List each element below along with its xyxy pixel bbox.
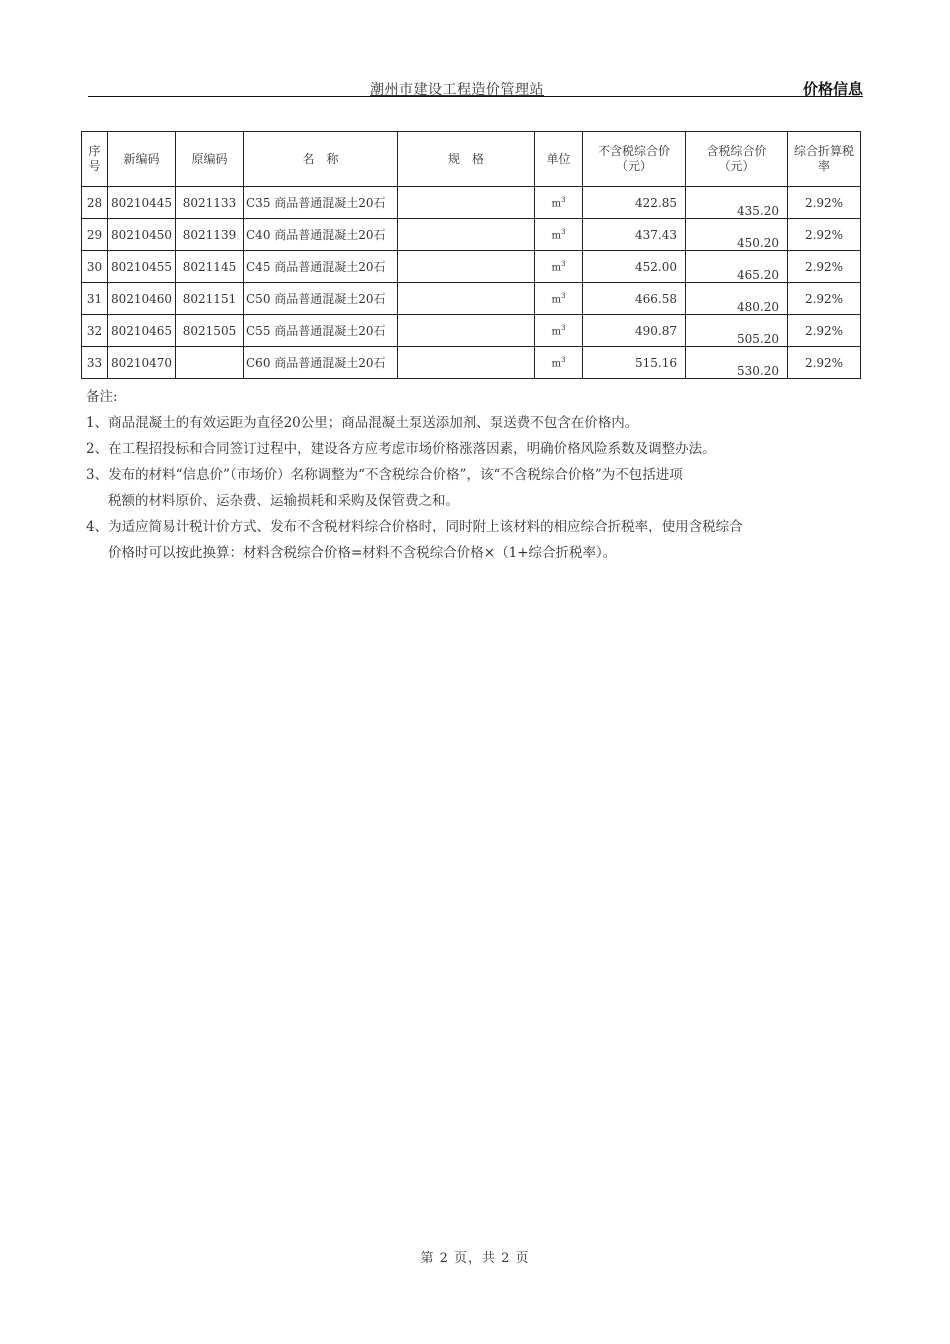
cell-unit: $m^3$ — [535, 283, 583, 315]
col-header-new-code: 新编码 — [108, 132, 176, 187]
cell-new-code: 80210460 — [108, 283, 176, 315]
cell-tax-rate: 2.92% — [788, 347, 861, 379]
page-header — [88, 78, 863, 97]
cell-new-code: 80210450 — [108, 219, 176, 251]
cell-tax-rate: 2.92% — [788, 187, 861, 219]
cell-seq: 33 — [82, 347, 108, 379]
table-row — [82, 315, 861, 347]
note-item-4-cont: 价格时可以按此换算：材料含税综合价格=材料不含税综合价格×（1+综合折税率）。 — [108, 545, 617, 561]
cell-unit: $m^3$ — [535, 315, 583, 347]
cell-tax-rate: 2.92% — [788, 219, 861, 251]
cell-price-excl-tax: 452.00 — [583, 251, 686, 283]
table-row — [82, 251, 861, 283]
cell-seq: 32 — [82, 315, 108, 347]
cell-spec — [398, 187, 535, 219]
cell-new-code: 80210465 — [108, 315, 176, 347]
cell-seq: 29 — [82, 219, 108, 251]
document-title: 价格信息 — [802, 80, 863, 98]
cell-name: C55 商品普通混凝土20石 — [244, 315, 398, 347]
cell-spec — [398, 251, 535, 283]
cell-price-excl-tax: 515.16 — [583, 347, 686, 379]
cell-price-excl-tax: 437.43 — [583, 219, 686, 251]
cell-price-incl-tax: 450.20 — [686, 219, 788, 251]
col-header-spec: 规 格 — [398, 132, 535, 187]
cell-seq: 28 — [82, 187, 108, 219]
cell-old-code: 8021133 — [176, 187, 244, 219]
cell-unit: $m^3$ — [535, 219, 583, 251]
cell-old-code: 8021151 — [176, 283, 244, 315]
col-header-tax-rate: 综合折算税 率 — [788, 132, 861, 187]
cell-price-excl-tax: 422.85 — [583, 187, 686, 219]
col-header-price-incl-tax: 含税综合价 （元） — [686, 132, 788, 187]
note-item-2: 2、在工程招投标和合同签订过程中，建设各方应考虑市场价格涨落因素，明确价格风险系数及调整办法。 — [86, 441, 716, 457]
notes-heading: 备注: — [86, 389, 118, 405]
cell-old-code: 8021145 — [176, 251, 244, 283]
cell-price-incl-tax: 465.20 — [686, 251, 788, 283]
cell-price-excl-tax: 490.87 — [583, 315, 686, 347]
table-row — [82, 219, 861, 251]
table-header-row — [82, 132, 861, 187]
cell-name: C45 商品普通混凝土20石 — [244, 251, 398, 283]
cell-price-incl-tax: 480.20 — [686, 283, 788, 315]
cell-spec — [398, 347, 535, 379]
col-header-seq: 序 号 — [82, 132, 108, 187]
cell-price-incl-tax: 530.20 — [686, 347, 788, 379]
page-number: 第 2 页，共 2 页 — [420, 1251, 530, 1266]
cell-price-incl-tax: 505.20 — [686, 315, 788, 347]
cell-tax-rate: 2.92% — [788, 283, 861, 315]
cell-unit: $m^3$ — [535, 347, 583, 379]
cell-tax-rate: 2.92% — [788, 251, 861, 283]
col-header-name: 名 称 — [244, 132, 398, 187]
organization-name: 潮州市建设工程造价管理站 — [370, 82, 544, 98]
cell-name: C35 商品普通混凝土20石 — [244, 187, 398, 219]
col-header-unit: 单位 — [535, 132, 583, 187]
cell-old-code: 8021139 — [176, 219, 244, 251]
cell-name: C40 商品普通混凝土20石 — [244, 219, 398, 251]
cell-new-code: 80210445 — [108, 187, 176, 219]
note-item-4: 4、为适应简易计税计价方式、发布不含税材料综合价格时，同时附上该材料的相应综合折税率，使用含税综合 — [86, 519, 743, 535]
cell-seq: 30 — [82, 251, 108, 283]
cell-name: C50 商品普通混凝土20石 — [244, 283, 398, 315]
note-item-1: 1、商品混凝土的有效运距为直径20公里；商品混凝土泵送添加剂、泵送费不包含在价格内。 — [86, 415, 639, 431]
cell-seq: 31 — [82, 283, 108, 315]
note-item-3: 3、发布的材料“信息价”（市场价）名称调整为“不含税综合价格”，该“不含税综合价格”为不包括进项 — [86, 467, 683, 483]
cell-old-code — [176, 347, 244, 379]
cell-new-code: 80210470 — [108, 347, 176, 379]
notes-section — [86, 384, 866, 566]
cell-spec — [398, 315, 535, 347]
table-row — [82, 187, 861, 219]
price-table — [81, 131, 861, 379]
cell-old-code: 8021505 — [176, 315, 244, 347]
cell-name: C60 商品普通混凝土20石 — [244, 347, 398, 379]
cell-spec — [398, 283, 535, 315]
col-header-price-excl-tax: 不含税综合价 （元） — [583, 132, 686, 187]
cell-price-excl-tax: 466.58 — [583, 283, 686, 315]
cell-unit: $m^3$ — [535, 251, 583, 283]
table-row — [82, 283, 861, 315]
note-item-3-cont: 税额的材料原价、运杂费、运输损耗和采购及保管费之和。 — [108, 493, 459, 509]
cell-tax-rate: 2.92% — [788, 315, 861, 347]
cell-unit: $m^3$ — [535, 187, 583, 219]
cell-spec — [398, 219, 535, 251]
cell-price-incl-tax: 435.20 — [686, 187, 788, 219]
table-row — [82, 347, 861, 379]
cell-new-code: 80210455 — [108, 251, 176, 283]
col-header-old-code: 原编码 — [176, 132, 244, 187]
